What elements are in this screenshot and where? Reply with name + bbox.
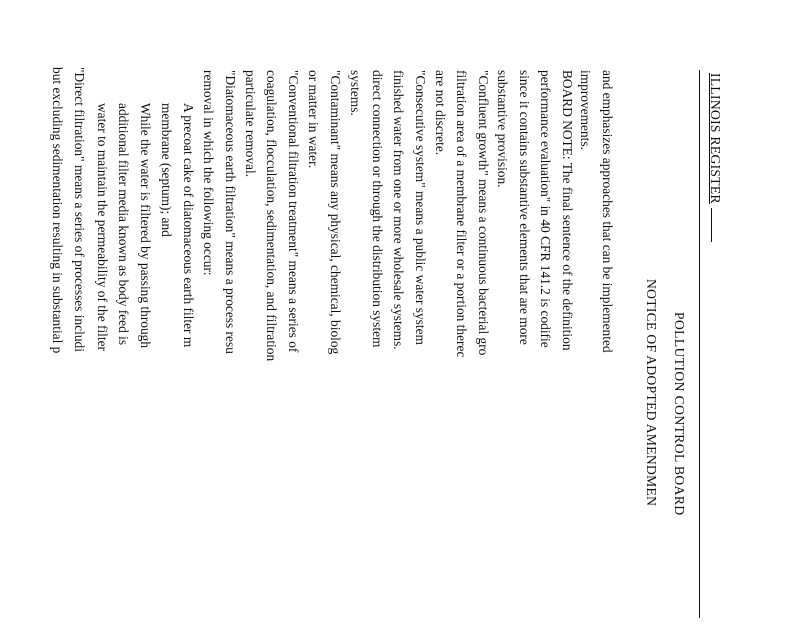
text-line: but excluding sedimentation resulting in substantial p: [50, 67, 66, 354]
text-line: While the water is filtered by passing through: [138, 103, 153, 349]
text-line: removal in which the following occur:: [201, 70, 217, 276]
definition-confluent-growth: [429, 70, 494, 357]
text-line: coagulation, flocculation, sedimentation, and filtration: [264, 70, 280, 362]
list-item-body-feed: [91, 103, 156, 351]
text-line: are not discrete.: [432, 70, 448, 156]
text-line: BOARD NOTE: The final sentence of the definition: [560, 70, 575, 351]
text-line: systems.: [348, 70, 364, 116]
text-line: performance evaluation" in 40 CFR 141.2 is codifie: [538, 70, 554, 348]
list-item-precoat-cake: [156, 103, 199, 347]
text-line: since it contains substantive elements that are more: [516, 70, 532, 345]
text-line: filtration area of a membrane filter or a portion therec: [454, 70, 470, 358]
notice-title: NOTICE OF ADOPTED AMENDMEN: [644, 279, 659, 507]
text-line: water to maintain the permeability of the filter: [94, 103, 110, 352]
header-rule: [699, 70, 700, 618]
text-line: improvements.: [578, 70, 594, 150]
paragraph-approaches: [575, 70, 618, 353]
definition-diatomaceous-earth-filtration: [198, 70, 241, 354]
rotated-document-page: [50, 67, 728, 630]
text-line: A precoat cake of diatomaceous earth filter m: [181, 103, 196, 348]
text-line: or matter in water.: [306, 70, 322, 169]
definition-direct-filtration: [47, 67, 90, 353]
definition-conventional-filtration: [239, 70, 304, 361]
register-header: ILLINOIS REGISTER: [704, 73, 726, 242]
header-underline-tail: [711, 208, 712, 242]
text-line: "Conventional filtration treatment" means a series of: [286, 70, 301, 353]
text-line: membrane (septum); and: [159, 103, 175, 237]
board-note: [492, 70, 578, 351]
definition-contaminant: [303, 70, 346, 354]
text-line: substantive provision.: [495, 70, 511, 188]
text-line: "Consecutive system" means a public water system: [413, 70, 428, 345]
text-line: "Direct filtration" means a series of processes includi: [72, 67, 87, 352]
text-line: and emphasizes approaches that can be implemented: [600, 70, 615, 353]
text-line: finished water from one or more wholesale systems.: [391, 70, 407, 350]
text-line: particulate removal.: [242, 70, 258, 178]
text-line: "Contaminant" means any physical, chemical, biolog: [328, 70, 343, 355]
agency-title: POLLUTION CONTROL BOARD: [672, 312, 687, 516]
definition-consecutive-system: [345, 70, 431, 350]
text-line: additional filter media known as body feed is: [116, 103, 132, 346]
text-line: direct connection or through the distribution system: [369, 70, 385, 348]
text-line: "Diatomaceous earth filtration" means a process resu: [223, 70, 238, 354]
text-line: "Confluent growth" means a continuous bacterial gro: [476, 70, 491, 356]
